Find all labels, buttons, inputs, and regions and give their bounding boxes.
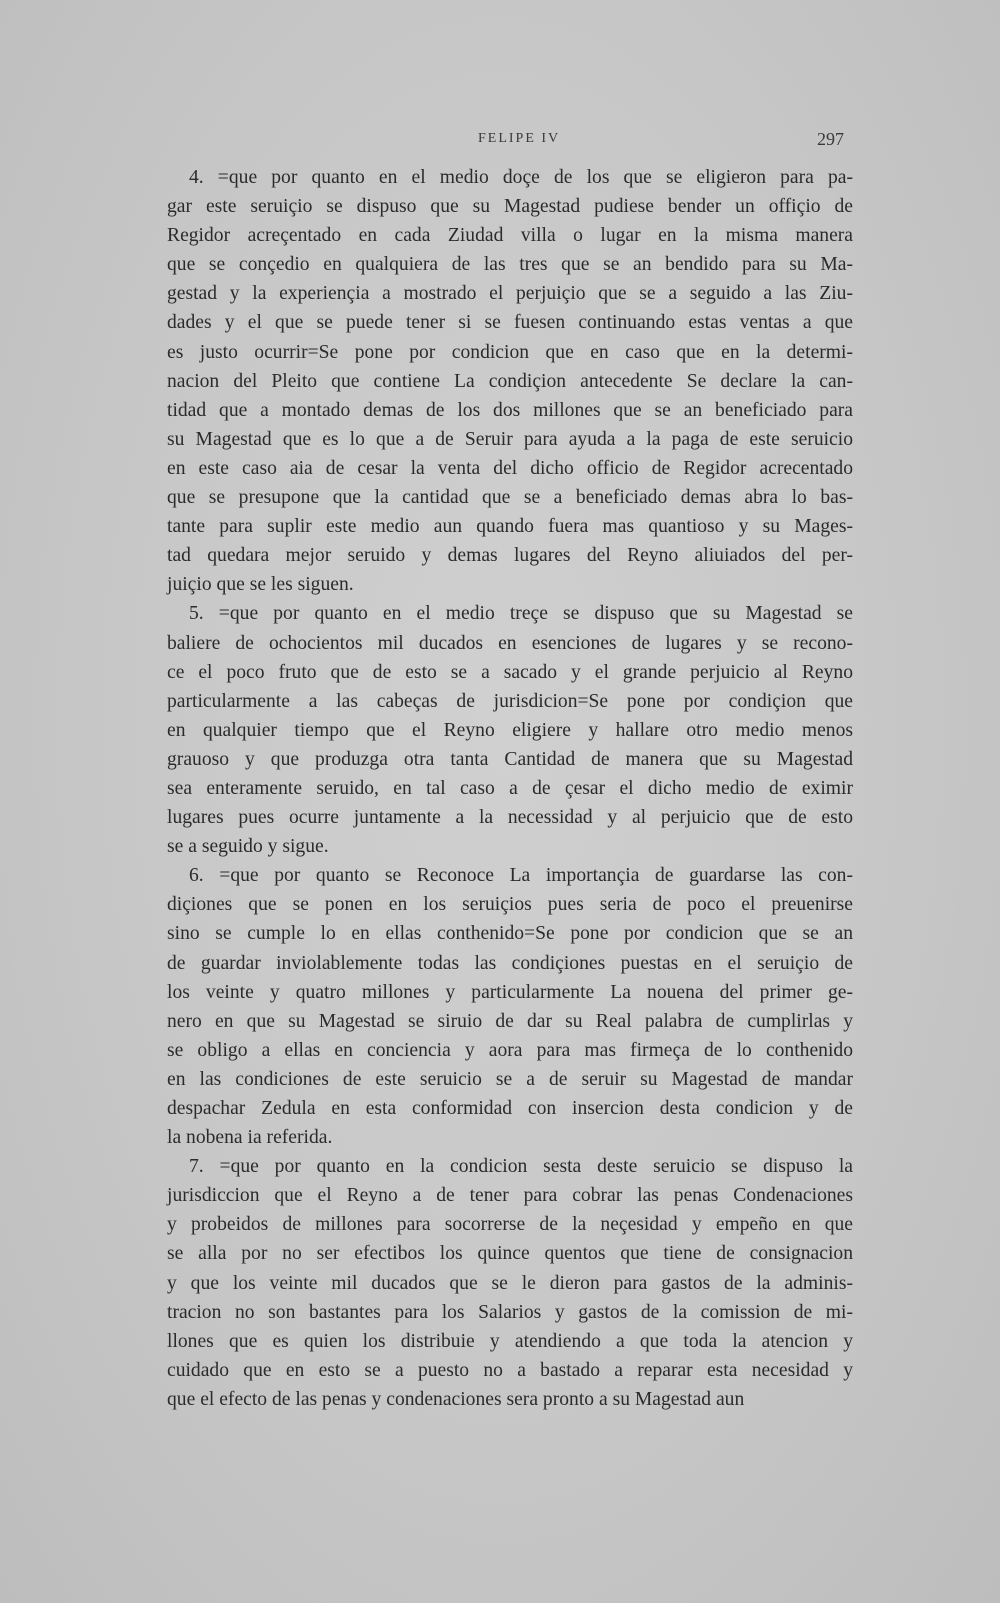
text-line: que el efecto de las penas y condenaciones sera pronto a su Magestad aun	[167, 1388, 745, 1410]
text-line: y probeidos de millones para socorrerse de la neçesidad y empeño en que	[167, 1214, 853, 1236]
text-line: y que los veinte mil ducados que se le dieron para gastos de la adminis-	[167, 1272, 853, 1294]
text-line: tidad que a montado demas de los dos millones que se an beneficiado para	[167, 399, 853, 421]
text-line: se alla por no ser efectibos los quince quentos que tiene de consignacion	[167, 1243, 853, 1265]
text-line: 4. =que por quanto en el medio doçe de los que se eligieron para pa-	[189, 167, 853, 188]
text-line: 6. =que por quanto se Reconoce La importançia de guardarse las con-	[189, 865, 853, 887]
text-line: se a seguido y sigue.	[167, 836, 329, 858]
text-line: tante para suplir este medio aun quando fuera mas quantioso y su Mages-	[167, 516, 853, 538]
text-line: es justo ocurrir=Se pone por condicion que en caso que en la determi-	[167, 341, 853, 363]
text-line: que se presupone que la cantidad que se a beneficiado demas abra lo bas-	[167, 487, 853, 509]
text-line: que se conçedio en qualquiera de las tres que se an bendido para su Ma-	[167, 254, 853, 276]
text-line: nacion del Pleito que contiene La condiçion antecedente Se declare la can-	[167, 370, 853, 392]
text-line: diçiones que se ponen en los seruiçios pues seria de poco el preuenirse	[167, 894, 853, 916]
text-line: en las condiciones de este seruicio se a de seruir su Magestad de mandar	[167, 1068, 853, 1090]
text-line: dades y el que se puede tener si se fuesen continuando estas ventas a que	[167, 312, 853, 334]
text-line: en qualquier tiempo que el Reyno eligiere y hallare otro medio menos	[167, 719, 853, 741]
text-line: se obligo a ellas en conciencia y aora para mas firmeça de lo conthenido	[167, 1039, 853, 1061]
text-line: 5. =que por quanto en el medio treçe se dispuso que su Magestad se	[189, 603, 853, 625]
body-text	[167, 163, 853, 1414]
text-line: tad quedara mejor seruido y demas lugares del Reyno aliuiados del per-	[167, 545, 853, 567]
text-line: su Magestad que es lo que a de Seruir para ayuda a la paga de este seruicio	[167, 428, 853, 450]
text-line: 7. =que por quanto en la condicion sesta deste seruicio se dispuso la	[189, 1156, 853, 1178]
text-line: llones que es quien los distribuie y atendiendo a que toda la atencion y	[167, 1330, 853, 1352]
text-line: nero en que su Magestad se siruio de dar su Real palabra de cumplirlas y	[167, 1010, 853, 1032]
text-line: los veinte y quatro millones y particularmente La nouena del primer ge-	[167, 981, 853, 1003]
text-line: gar este seruiçio se dispuso que su Magestad pudiese bender un offiçio de	[167, 196, 853, 218]
text-line: lugares pues ocurre juntamente a la necessidad y al perjuicio que de esto	[167, 807, 853, 829]
text-line: grauoso y que produzga otra tanta Cantidad de manera que su Magestad	[167, 748, 853, 770]
text-line: baliere de ochocientos mil ducados en esenciones de lugares y se recono-	[167, 632, 853, 654]
text-line: la nobena ia referida.	[167, 1127, 333, 1149]
text-line: en este caso aia de cesar la venta del dicho officio de Regidor acrecentado	[167, 457, 853, 479]
text-line: de guardar inviolablemente todas las condiçiones puestas en el seruiçio de	[167, 952, 853, 974]
text-line: gestad y la experiençia a mostrado el perjuiçio que se a seguido a las Ziu-	[167, 283, 853, 305]
text-line: ce el poco fruto que de esto se a sacado y el grande perjuicio al Reyno	[167, 661, 853, 683]
text-line: cuidado que en esto se a puesto no a bastado a reparar esta necesidad y	[167, 1359, 853, 1381]
text-line: Regidor acreçentado en cada Ziudad villa o lugar en la misma manera	[167, 225, 853, 247]
text-line: sea enteramente seruido, en tal caso a de çesar el dicho medio de eximir	[167, 777, 853, 799]
text-line: jurisdiccion que el Reyno a de tener para cobrar las penas Condenaciones	[167, 1185, 853, 1207]
running-title: FELIPE IV	[478, 131, 561, 146]
text-line: sino se cumple lo en ellas conthenido=Se pone por condicion que se an	[167, 923, 853, 945]
page-number: 297	[817, 129, 844, 149]
page-header	[168, 131, 844, 155]
text-line: tracion no son bastantes para los Salarios y gastos de la comission de mi-	[167, 1301, 853, 1323]
text-line: despachar Zedula en esta conformidad con insercion desta condicion y de	[167, 1098, 853, 1119]
text-line: particularmente a las cabeças de jurisdicion=Se pone por condiçion que	[167, 690, 853, 712]
text-line: juiçio que se les siguen.	[167, 574, 354, 596]
